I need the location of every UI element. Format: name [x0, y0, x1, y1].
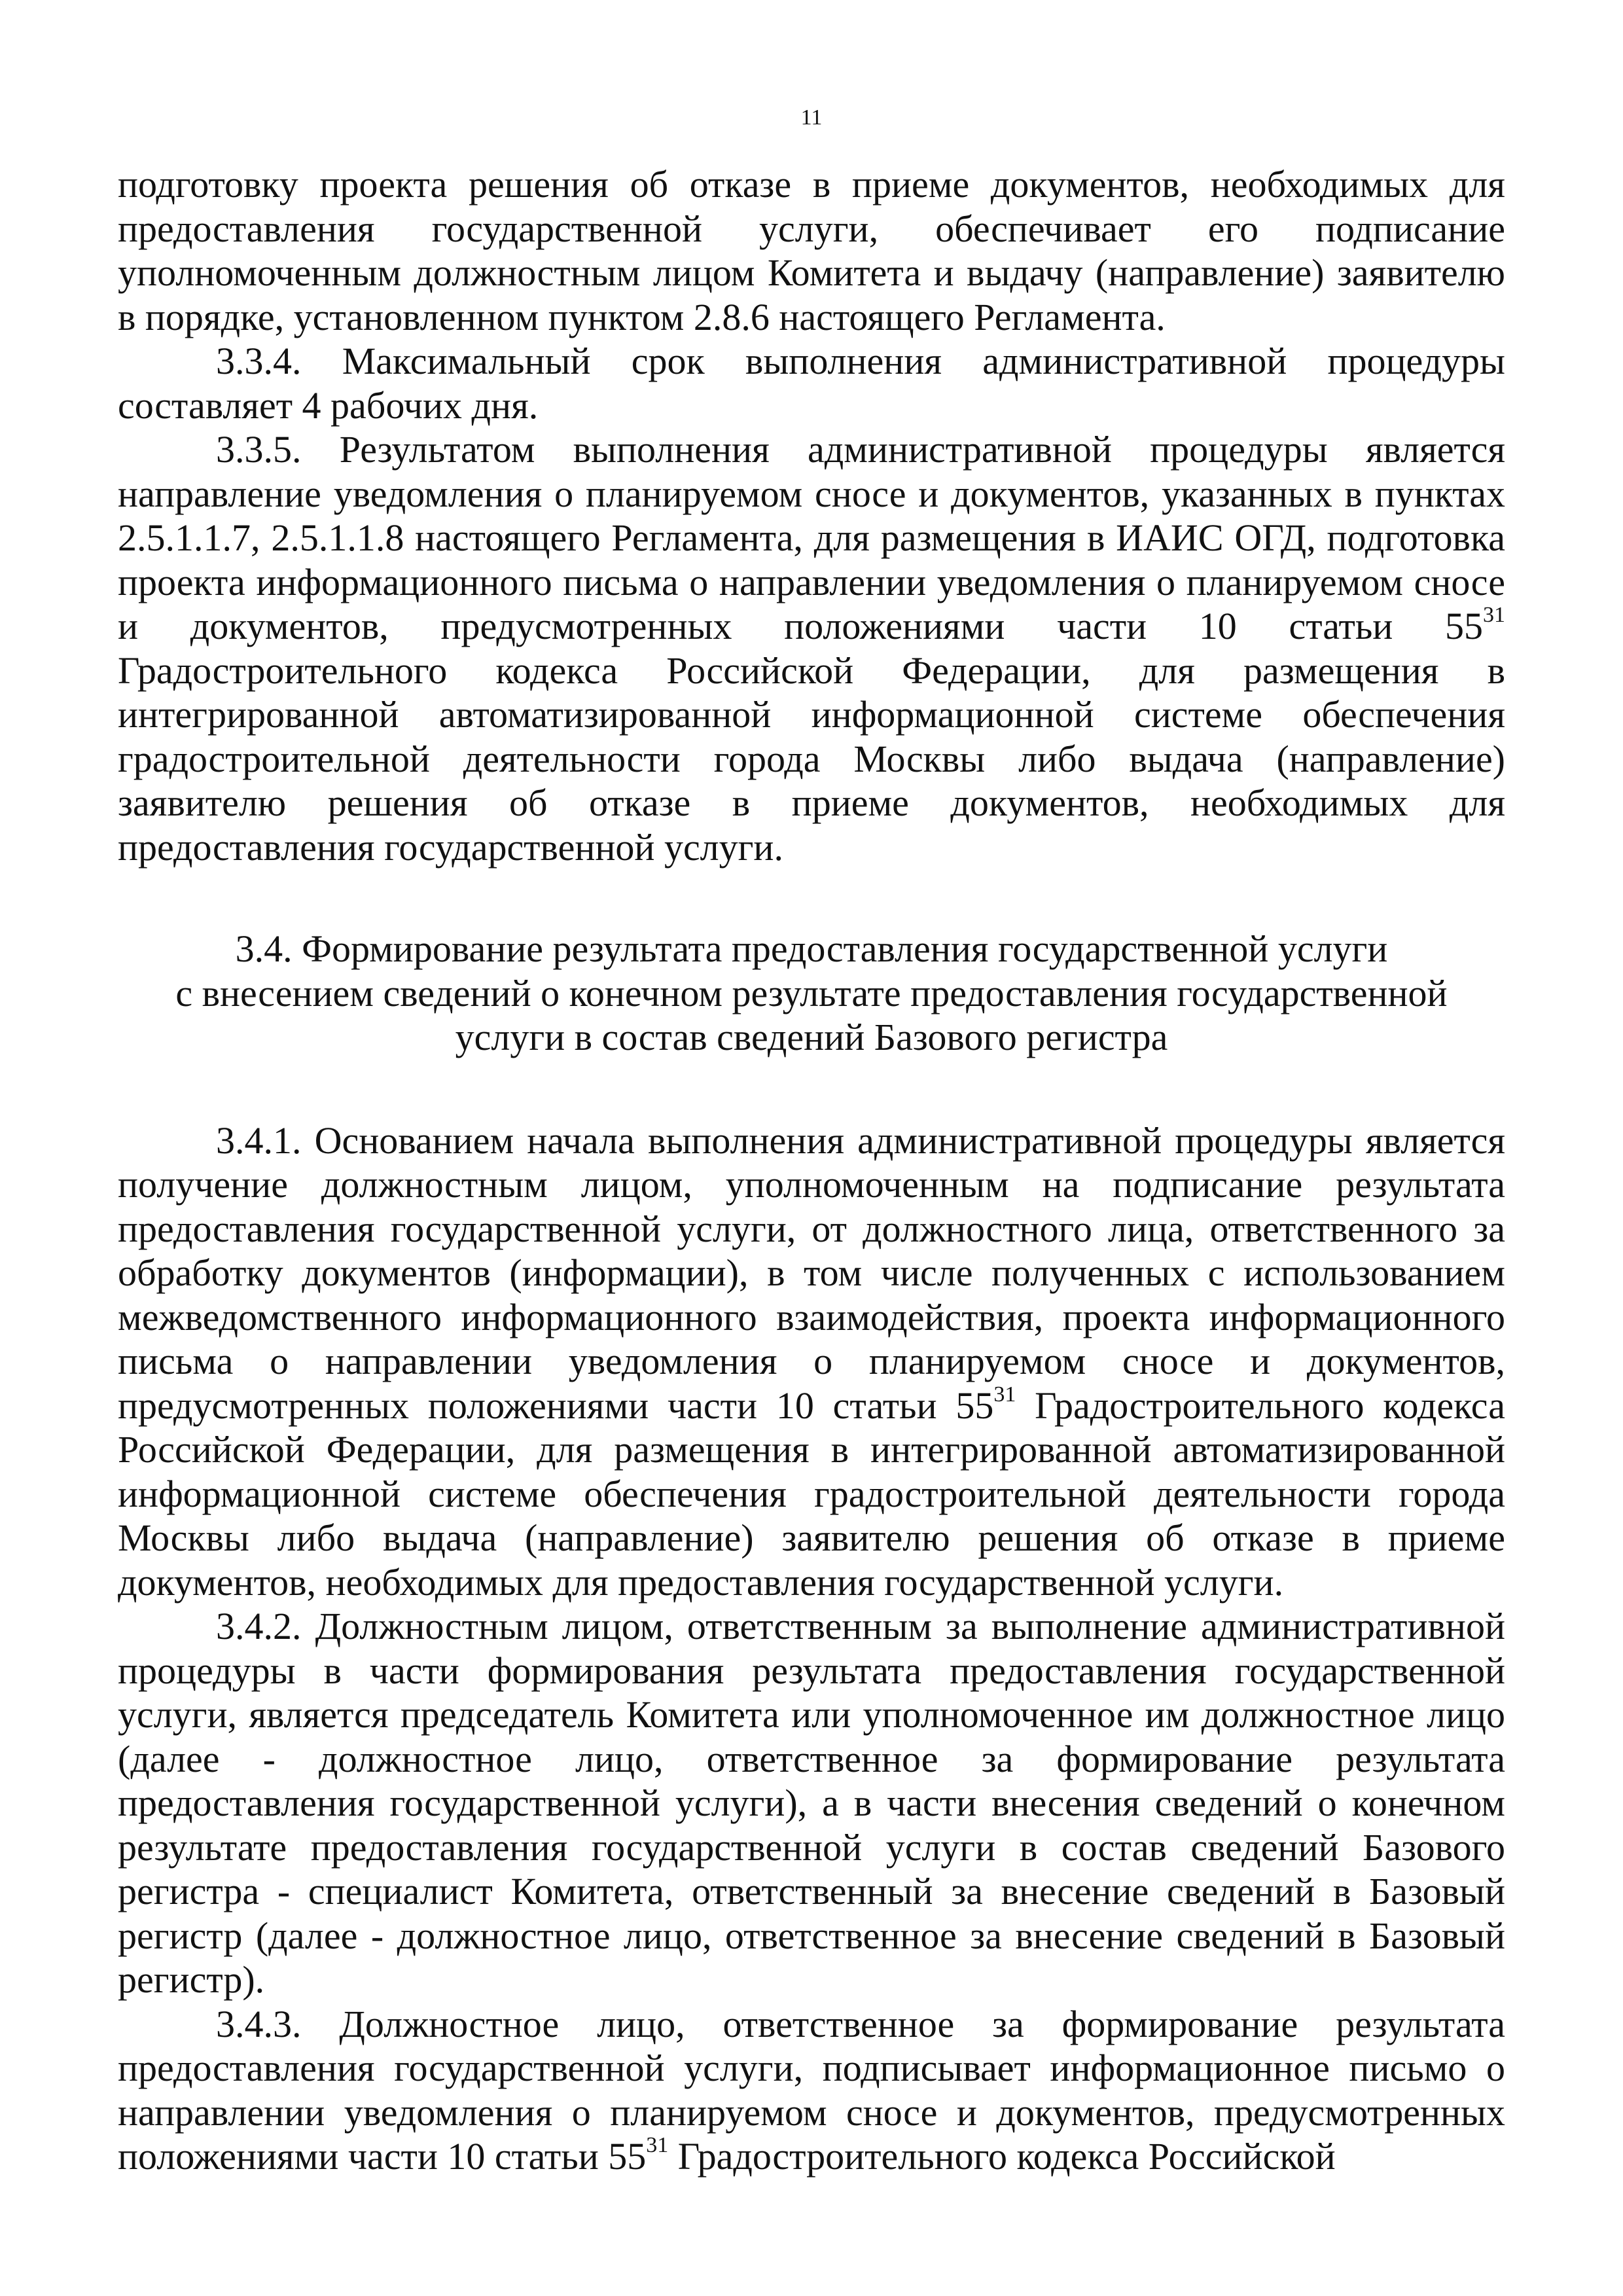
- superscript-31: 31: [1483, 603, 1505, 627]
- document-body: [118, 162, 1505, 2179]
- paragraph-3-4-3-before: 3.4.3. Должностное лицо, ответственное за формирование результата предоставления государственной услуги, подписывает информационное письмо о направлении уведомления о планируемом сносе и документов, предусмотренных положениями части 10 статьи 55: [118, 2002, 1505, 2178]
- paragraph-continued: подготовку проекта решения об отказе в приеме документов, необходимых для предоставления государственной услуги, обеспечивает его подписание уполномоченным должностным лицом Комитета и выдачу (направление) заявителю в порядке, установленном пунктом 2.8.6 настоящего Регламента.: [118, 163, 1505, 338]
- section-heading-line-2: с внесением сведений о конечном результате предоставления государственной: [175, 971, 1448, 1014]
- section-heading-line-1: 3.4. Формирование результата предоставления государственной услуги: [235, 927, 1388, 970]
- section-heading-line-3: услуги в состав сведений Базового регистра: [455, 1016, 1168, 1058]
- paragraph-3-4-1-after: Градостроительного кодекса Российской Федерации, для размещения в интегрированной автоматизированной информационной системе обеспечения градостроительной деятельности города Москвы либо выдача (направление) заявителю решения об отказе в приеме документов, необходимых для предоставления государственной услуги.: [118, 1384, 1506, 1604]
- paragraph-3-4-1: [118, 1119, 1505, 1605]
- paragraph-3-4-3-after: Градостроительного кодекса Российской: [668, 2135, 1336, 2178]
- paragraph-3-4-3: [118, 2002, 1505, 2179]
- paragraph-3-3-5: [118, 427, 1505, 869]
- paragraph-3-3-5-after: Градостроительного кодекса Российской Федерации, для размещения в интегрированной автоматизированной информационной системе обеспечения градостроительной деятельности города Москвы либо выдача (направление) заявителю решения об отказе в приеме документов, необходимых для предоставления государственной услуги.: [118, 649, 1505, 869]
- paragraph-3-3-4: 3.3.4. Максимальный срок выполнения административной процедуры составляет 4 рабочих дня.: [118, 340, 1505, 427]
- paragraph-3-4-1-before: 3.4.1. Основанием начала выполнения административной процедуры является получение должностным лицом, уполномоченным на подписание результата предоставления государственной услуги, от должностного лица, ответственного за обработку документов (информации), в том числе полученных с использованием межведомственного информационного взаимодействия, проекта информационного письма о направлении уведомления о планируемом сносе и документов, предусмотренных положениями части 10 статьи 55: [118, 1119, 1505, 1427]
- superscript-31: 31: [993, 1382, 1016, 1407]
- paragraph-3-3-5-before: 3.3.5. Результатом выполнения административной процедуры является направление уведомления о планируемом сносе и документов, указанных в пунктах 2.5.1.1.7, 2.5.1.1.8 настоящего Регламента, для размещения в ИАИС ОГД, подготовка проекта информационного письма о направлении уведомления о планируемом сносе и документов, предусмотренных положениями части 10 статьи 55: [118, 428, 1505, 647]
- paragraph-3-4-2: 3.4.2. Должностным лицом, ответственным за выполнение административной процедуры в части формирования результата предоставления государственной услуги, является председатель Комитета или уполномоченное им должностное лицо (далее - должностное лицо, ответственное за формирование результата предоставления государственной услуги), а в части внесения сведений о конечном результате предоставления государственной услуги в состав сведений Базового регистра - специалист Комитета, ответственный за внесение сведений в Базовый регистр (далее - должностное лицо, ответственное за внесение сведений в Базовый регистр).: [118, 1605, 1505, 2001]
- page-number: 11: [800, 105, 823, 130]
- superscript-31: 31: [646, 2133, 669, 2157]
- section-heading-3-4: [118, 927, 1505, 1060]
